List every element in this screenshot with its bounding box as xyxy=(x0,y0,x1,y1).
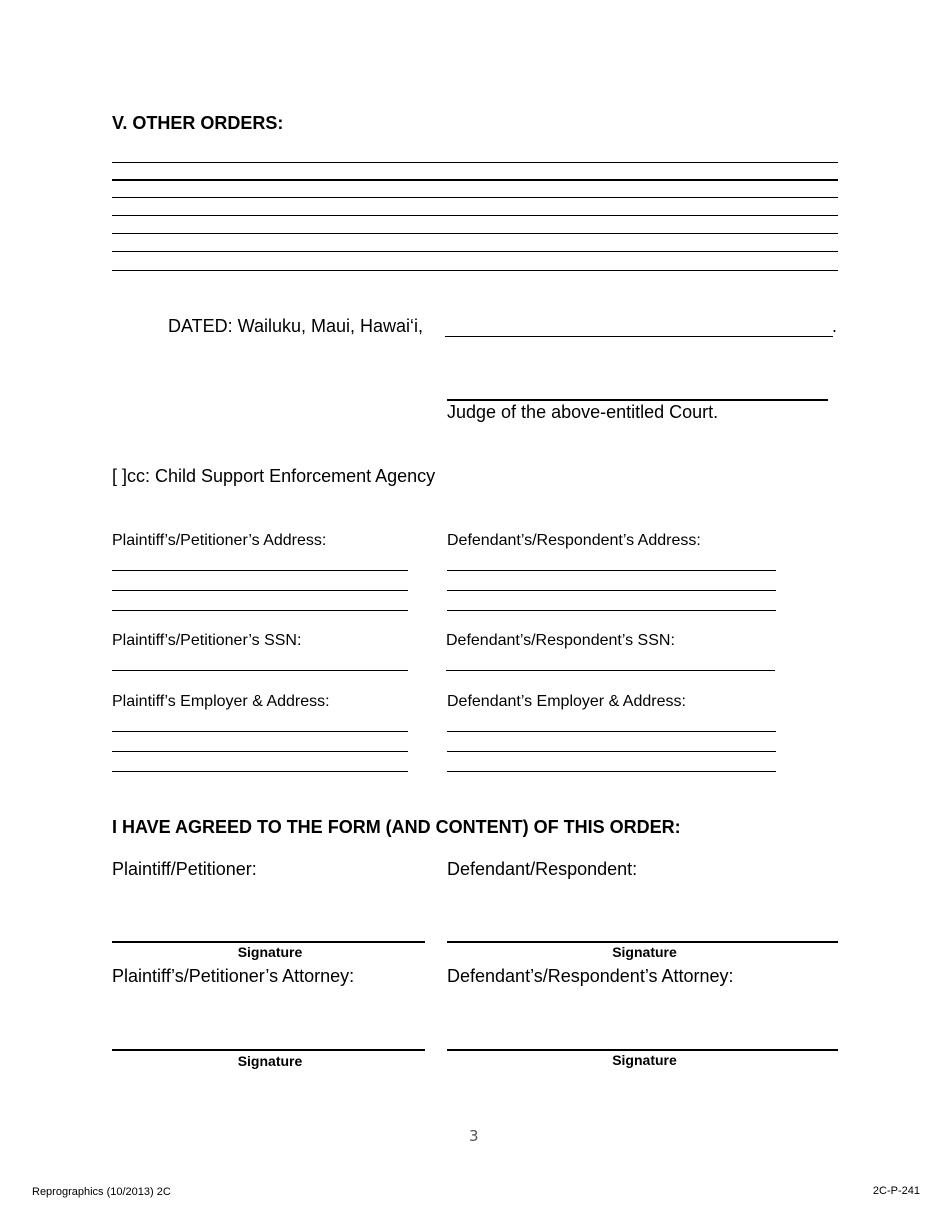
defendant-ssn-label: Defendant’s/Respondent’s SSN: xyxy=(446,632,675,649)
section-title-other-orders: V. OTHER ORDERS: xyxy=(112,113,284,133)
defendant-address-line[interactable] xyxy=(447,570,776,571)
other-orders-line[interactable] xyxy=(112,197,838,198)
plaintiff-employer-label: Plaintiff’s Employer & Address: xyxy=(112,693,330,710)
defendant-employer-line[interactable] xyxy=(447,771,776,772)
plaintiff-employer-line[interactable] xyxy=(112,771,408,772)
agreement-title: I HAVE AGREED TO THE FORM (AND CONTENT) OF THIS ORDER: xyxy=(112,817,681,837)
judge-label: Judge of the above-entitled Court. xyxy=(447,402,719,422)
plaintiff-attorney-label: Plaintiff’s/Petitioner’s Attorney: xyxy=(112,966,355,986)
plaintiff-address-line[interactable] xyxy=(112,610,408,611)
other-orders-line[interactable] xyxy=(112,215,838,216)
defendant-attorney-label: Defendant’s/Respondent’s Attorney: xyxy=(447,966,734,986)
plaintiff-attorney-signature-label: Signature xyxy=(237,1053,303,1069)
plaintiff-address-line[interactable] xyxy=(112,590,408,591)
defendant-address-line[interactable] xyxy=(447,590,776,591)
defendant-employer-line[interactable] xyxy=(447,751,776,752)
plaintiff-ssn-line[interactable] xyxy=(112,670,408,671)
plaintiff-address-line[interactable] xyxy=(112,570,408,571)
defendant-attorney-signature-line[interactable] xyxy=(447,1049,838,1051)
dated-period: . xyxy=(832,316,838,336)
defendant-employer-label: Defendant’s Employer & Address: xyxy=(447,693,686,710)
judge-signature-line[interactable] xyxy=(447,399,828,401)
defendant-signature-label: Signature xyxy=(612,944,677,960)
plaintiff-signature-label: Signature xyxy=(237,944,303,960)
defendant-employer-line[interactable] xyxy=(447,731,776,732)
plaintiff-employer-line[interactable] xyxy=(112,731,408,732)
footer-reprographics: Reprographics (10/2013) 2C xyxy=(32,1186,171,1198)
other-orders-line[interactable] xyxy=(112,162,838,163)
defendant-ssn-line[interactable] xyxy=(446,670,775,671)
other-orders-line[interactable] xyxy=(112,251,838,252)
plaintiff-attorney-signature-line[interactable] xyxy=(112,1049,425,1051)
other-orders-line[interactable] xyxy=(112,233,838,234)
dated-blank-line[interactable] xyxy=(445,336,833,337)
dated-label: DATED: Wailuku, Maui, Hawai‘i, xyxy=(168,316,424,336)
defendant-address-label: Defendant’s/Respondent’s Address: xyxy=(447,532,701,549)
defendant-respondent-label: Defendant/Respondent: xyxy=(447,859,638,879)
defendant-signature-line[interactable] xyxy=(447,941,838,943)
defendant-attorney-signature-label: Signature xyxy=(612,1052,677,1068)
plaintiff-petitioner-label: Plaintiff/Petitioner: xyxy=(112,859,257,879)
defendant-address-line[interactable] xyxy=(447,610,776,611)
cc-child-support-checkbox[interactable]: [ ]cc: Child Support Enforcement Agency xyxy=(112,466,436,486)
footer-form-number: 2C-P-241 xyxy=(872,1185,920,1197)
page-number: 3 xyxy=(469,1127,479,1145)
other-orders-line[interactable] xyxy=(112,179,838,181)
plaintiff-signature-line[interactable] xyxy=(112,941,425,943)
other-orders-line[interactable] xyxy=(112,270,838,271)
plaintiff-employer-line[interactable] xyxy=(112,751,408,752)
plaintiff-address-label: Plaintiff’s/Petitioner’s Address: xyxy=(112,532,327,549)
plaintiff-ssn-label: Plaintiff’s/Petitioner’s SSN: xyxy=(112,632,302,649)
